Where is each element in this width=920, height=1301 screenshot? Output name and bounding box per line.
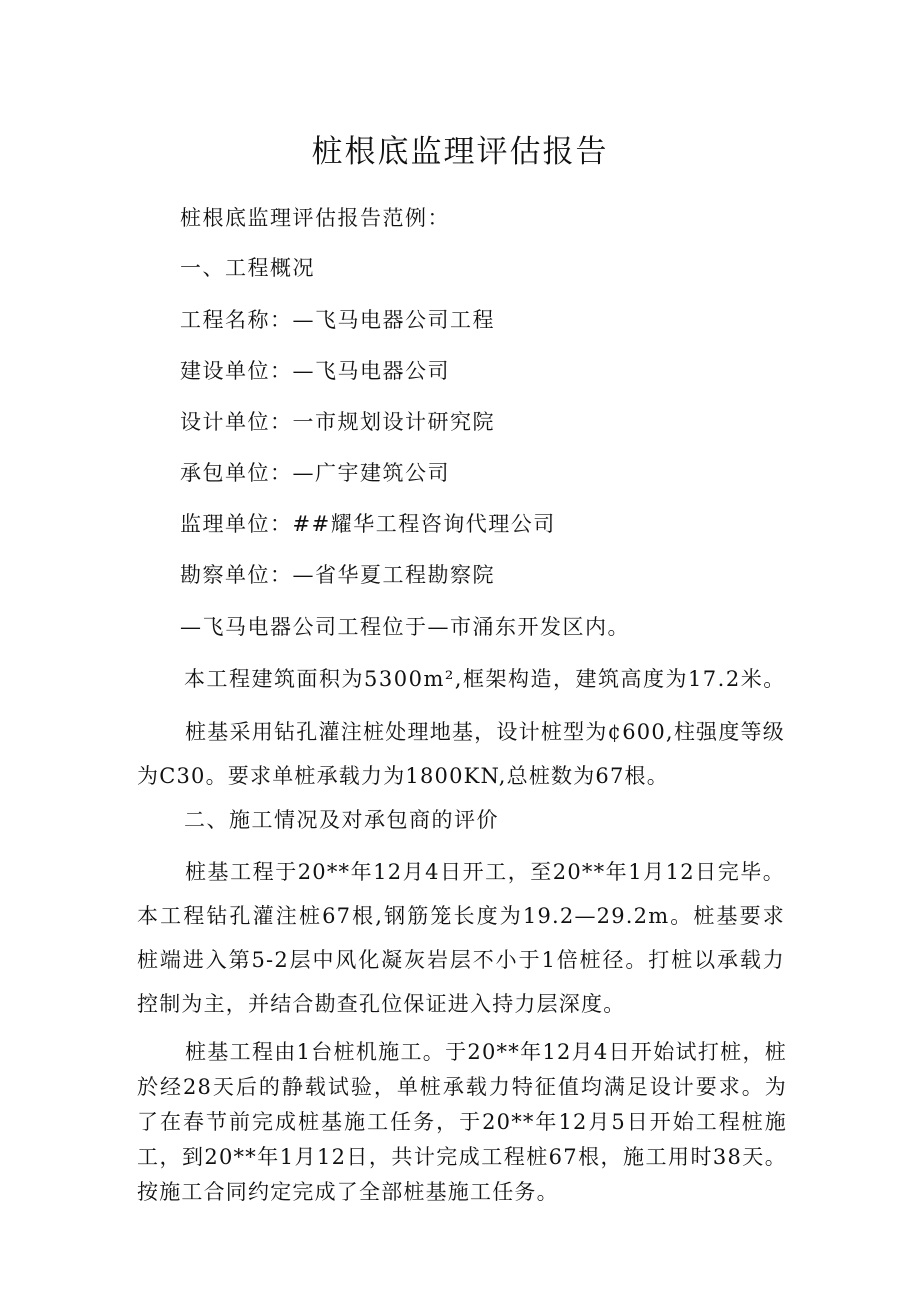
survey-unit-line: 勘察单位：—省华夏工程勘察院	[180, 563, 495, 587]
construction-paragraph-1: 桩基工程于20**年12月4日开工，至20**年1月12日完毕。本工程钻孔灌注桩67根,钢筋笼长度为19.2—29.2m。桩基要求桩端进入第5-2层中风化凝灰岩层不小于1倍桩径。打桩以承载力控制为主，并结合勘查孔位保证进入持力层深度。	[137, 860, 785, 1016]
pile-paragraph: 桩基采用钻孔灌注桩处理地基，设计桩型为¢600,柱强度等级为C30。要求单桩承载力为1800KN,总桩数为67根。	[137, 720, 785, 788]
owner-unit-line: 建设单位：—飞马电器公司	[180, 359, 450, 383]
supervision-unit-line: 监理单位：##耀华工程咨询代理公司	[180, 512, 556, 536]
location-line: —飞马电器公司工程位于—市涌东开发区内。	[180, 615, 630, 639]
contractor-unit-line: 承包单位：—广宇建筑公司	[180, 461, 450, 485]
project-name-line: 工程名称：—飞马电器公司工程	[180, 308, 495, 332]
document-title: 桩根底监理评估报告	[311, 134, 609, 170]
design-unit-line: 设计单位：一市规划设计研究院	[180, 410, 495, 434]
area-line: 本工程建筑面积为5300m²,框架构造，建筑高度为17.2米。	[184, 667, 786, 691]
intro-line: 桩根底监理评估报告范例：	[180, 206, 450, 230]
section-1-heading: 一、工程概况	[180, 256, 315, 280]
section-2-heading: 二、施工情况及对承包商的评价	[184, 808, 499, 832]
construction-paragraph-2: 桩基工程由1台桩机施工。于20**年12月4日开始试打桩，桩於经28天后的静载试验，单桩承载力特征值均满足设计要求。为了在春节前完成桩基施工任务，于20**年12月5日开始工程桩施工，到20**年1月12日，共计完成工程桩67根，施工用时38天。按施工合同约定完成了全部桩基施工任务。	[137, 1040, 787, 1204]
